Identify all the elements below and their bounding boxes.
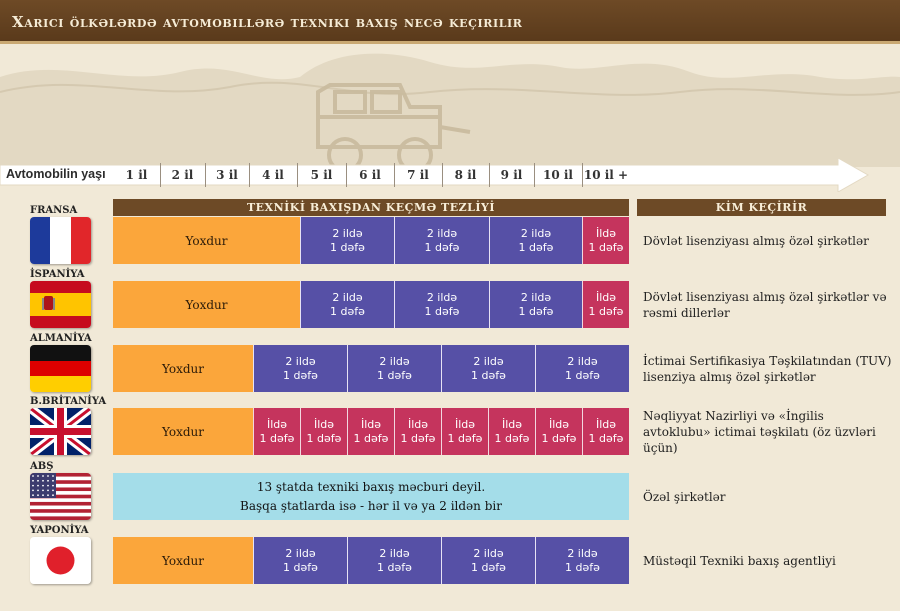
country-name: YAPONİYA — [30, 525, 89, 536]
inspection-frequency-cell: 2 ildə 1 dəfə — [489, 281, 582, 328]
age-tick-divider — [394, 163, 395, 187]
france-flag — [30, 217, 91, 264]
inspector-description: Nəqliyyat Nazirliyi və «İngilis avtoklubu» ictimai təşkilatı (öz üzvləri üçün) — [643, 408, 876, 455]
age-tick: 2 il — [171, 168, 194, 182]
frequency-header: TEXNİKİ BAXIŞDAN KEÇMƏ TEZLİYİ — [113, 199, 629, 216]
age-tick-divider — [160, 163, 161, 187]
inspection-frequency-cell: İldə 1 dəfə — [441, 408, 488, 455]
background-illustration — [0, 47, 900, 167]
inspection-frequency-cell: 2 ildə 1 dəfə — [300, 281, 394, 328]
inspection-frequency-cell: 2 ildə 1 dəfə — [489, 217, 582, 264]
inspection-frequency-cell: İldə 1 dəfə — [535, 408, 582, 455]
inspection-frequency-cell: 2 ildə 1 dəfə — [253, 537, 347, 584]
inspection-frequency-cell: 2 ildə 1 dəfə — [347, 345, 441, 392]
age-tick: 1 il — [125, 168, 148, 182]
no-inspection-cell: Yoxdur — [113, 281, 300, 328]
usa-flag — [30, 473, 91, 520]
age-tick: 9 il — [500, 168, 523, 182]
no-inspection-cell: Yoxdur — [113, 345, 253, 392]
inspection-frequency-cell: 2 ildə 1 dəfə — [535, 345, 629, 392]
inspection-frequency-cell: İldə 1 dəfə — [582, 408, 629, 455]
inspector-description: Dövlət lisenziyası almış özəl şirkətlər — [643, 233, 869, 248]
inspection-frequency-cell: 2 ildə 1 dəfə — [253, 345, 347, 392]
age-axis-label: Avtomobilin yaşı — [6, 167, 106, 181]
who-header: KİM KEÇİRİR — [637, 199, 886, 216]
inspection-frequency-cell: 2 ildə 1 dəfə — [535, 537, 629, 584]
inspection-frequency-cell: İldə 1 dəfə — [253, 408, 300, 455]
age-tick-divider — [582, 163, 583, 187]
country-name: İSPANİYA — [30, 269, 85, 280]
vintage-car-illustration — [0, 47, 900, 167]
age-tick-divider — [534, 163, 535, 187]
country-name: B.BRİTANİYA — [30, 396, 107, 407]
japan-flag — [30, 537, 91, 584]
age-tick-divider — [297, 163, 298, 187]
age-tick: 10 il + — [583, 168, 629, 182]
country-name: FRANSA — [30, 205, 78, 216]
inspector-description: Müstəqil Texniki baxış agentliyi — [643, 553, 836, 568]
age-tick: 8 il — [454, 168, 477, 182]
inspection-frequency-cell: 2 ildə 1 dəfə — [300, 217, 394, 264]
inspection-frequency-cell: İldə 1 dəfə — [582, 217, 629, 264]
inspection-frequency-cell: İldə 1 dəfə — [582, 281, 629, 328]
uk-flag — [30, 408, 91, 455]
inspection-frequency-cell: İldə 1 dəfə — [394, 408, 441, 455]
age-tick: 6 il — [359, 168, 381, 182]
inspection-frequency-cell: 2 ildə 1 dəfə — [441, 537, 535, 584]
inspection-frequency-cell: 2 ildə 1 dəfə — [394, 217, 489, 264]
title-bar — [0, 0, 900, 44]
inspection-frequency-cell: 2 ildə 1 dəfə — [441, 345, 535, 392]
no-inspection-cell: Yoxdur — [113, 408, 253, 455]
no-inspection-cell: Yoxdur — [113, 217, 300, 264]
inspector-description: Özəl şirkətlər — [643, 489, 726, 504]
age-tick: 5 il — [310, 168, 333, 182]
inspection-frequency-cell: İldə 1 dəfə — [347, 408, 394, 455]
age-tick-divider — [205, 163, 206, 187]
no-inspection-cell: Yoxdur — [113, 537, 253, 584]
age-tick-divider — [489, 163, 490, 187]
age-axis — [0, 158, 900, 192]
age-tick: 3 il — [216, 168, 238, 182]
age-tick-divider — [249, 163, 250, 187]
country-name: ABŞ — [30, 461, 54, 472]
age-tick: 7 il — [407, 168, 429, 182]
germany-flag — [30, 345, 91, 392]
spain-flag — [30, 281, 91, 328]
inspection-frequency-cell: 2 ildə 1 dəfə — [394, 281, 489, 328]
inspector-description: İctimai Sertifikasiya Təşkilatından (TUV) lisenziya almış özəl şirkətlər — [643, 353, 892, 384]
inspection-frequency-cell: İldə 1 dəfə — [300, 408, 347, 455]
age-tick-divider — [346, 163, 347, 187]
age-tick: 10 il — [543, 168, 573, 182]
inspection-frequency-cell: 2 ildə 1 dəfə — [347, 537, 441, 584]
usa-note-cell: 13 ştatda texniki baxış məcburi deyil. Başqa ştatlarda isə - hər il və ya 2 ildən bir — [113, 473, 629, 520]
page-title: Xarici ölkələrdə avtomobillərə texniki baxış necə keçirilir — [12, 13, 523, 31]
inspector-description: Dövlət lisenziyası almış özəl şirkətlər və rəsmi dillerlər — [643, 289, 887, 320]
inspection-frequency-cell: İldə 1 dəfə — [488, 408, 535, 455]
country-name: ALMANİYA — [30, 333, 92, 344]
age-tick-divider — [442, 163, 443, 187]
age-tick: 4 il — [262, 168, 284, 182]
